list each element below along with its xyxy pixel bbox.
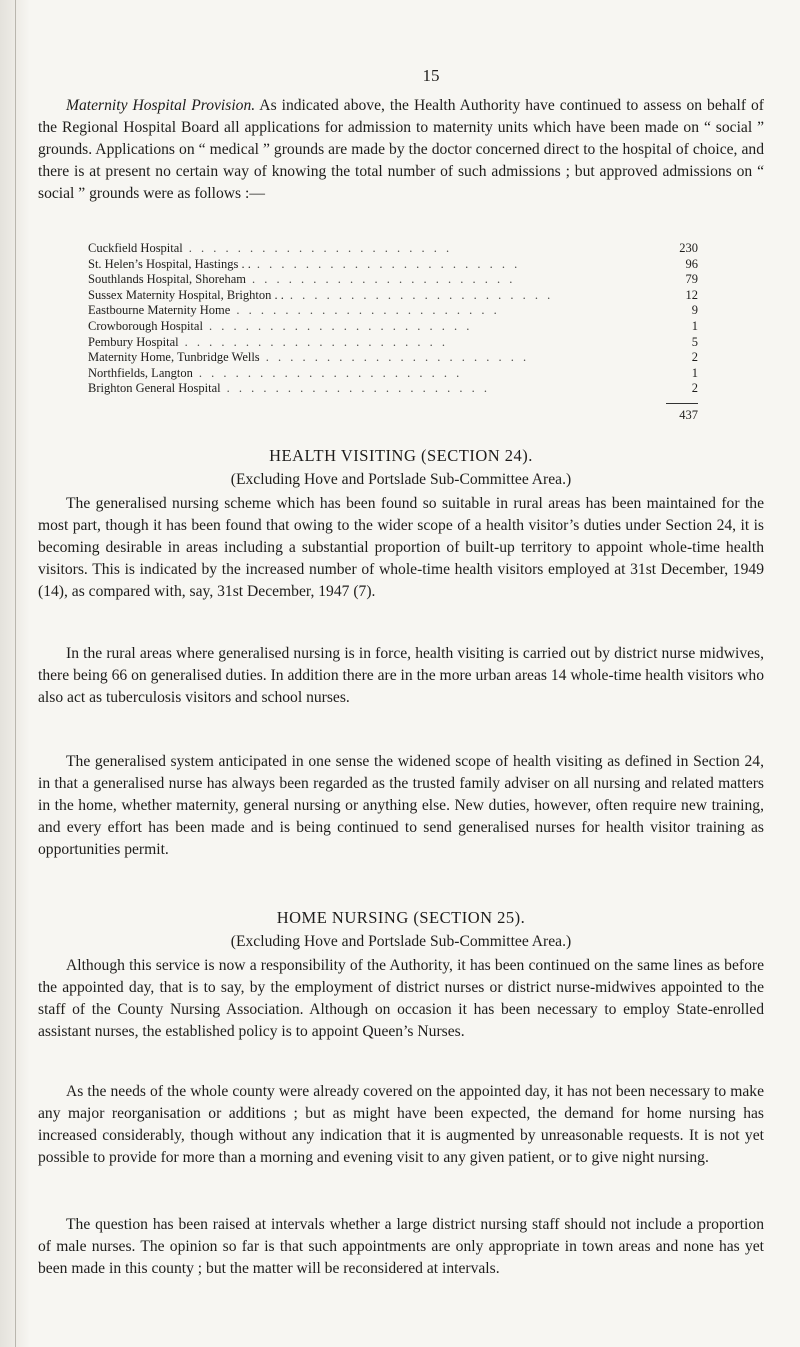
hospital-row bbox=[88, 303, 698, 319]
hospital-name: Southlands Hospital, Shoreham bbox=[88, 272, 246, 287]
health-visiting-subheading: (Excluding Hove and Portslade Sub-Committee Area.) bbox=[230, 471, 572, 488]
admission-count: 2 bbox=[691, 381, 698, 396]
hospital-name: Maternity Home, Tunbridge Wells bbox=[88, 350, 260, 365]
maternity-admissions-table bbox=[88, 241, 698, 397]
hospital-row bbox=[88, 319, 698, 335]
admission-count: 5 bbox=[691, 334, 698, 349]
hospital-row bbox=[88, 366, 698, 382]
leader-dots: . . . . . . . . . . . . . . . . . . . . . . bbox=[198, 365, 463, 380]
hospital-name: Cuckfield Hospital bbox=[88, 241, 183, 255]
health-visiting-paragraph-1: The generalised nursing scheme which has been found so suitable in rural areas has been maintained for the most part, though it has been found that owing to the wider scope of a health visitor’s duties under Section 24, it is becoming desirable in areas including a substantial proportion of built-up territory to appoint whole-time health visitors. This is indicated by the increased number of whole-time health visitors employed at 31st December, 1949 (14), as compared with, say, 31st December, 1947 (7). bbox=[38, 495, 764, 600]
maternity-lead: Maternity Hospital Provision. bbox=[66, 97, 256, 114]
leader-dots: . . . . . . . . . . . . . . . . . . . . . . bbox=[256, 256, 521, 271]
home-nursing-heading: HOME NURSING (SECTION 25). bbox=[276, 908, 526, 927]
admission-count: 79 bbox=[685, 272, 698, 287]
home-nursing-paragraph-1: Although this service is now a responsibility of the Authority, it has been continued on the same lines as before the appointed day, that is to say, by the employment of district nurses or district nurse-midwives appointed to the staff of the County Nursing Association. Although on occasion it has been necessary to employ State-enrolled assistant nurses, the established policy is to appoint Queen’s Nurses. bbox=[38, 957, 764, 1040]
home-nursing-paragraph-2: As the needs of the whole county were already covered on the appointed day, it has not been necessary to make any major reorganisation or additions ; but as might have been expected, the demand for home nursing has increased considerably, though without any indication that it is augmented by unreasonable requests. It is not yet possible to provide for more than a morning and evening visit to any given patient, or to give night nursing. bbox=[38, 1083, 764, 1166]
hospital-row bbox=[88, 257, 698, 273]
leader-dots: . . . . . . . . . . . . . . . . . . . . . . bbox=[236, 303, 500, 318]
maternity-paragraph bbox=[38, 95, 764, 205]
hospital-name: Pembury Hospital bbox=[88, 334, 179, 349]
admission-count: 1 bbox=[691, 365, 698, 380]
leader-dots: . . . . . . . . . . . . . . . . . . . . . . bbox=[289, 287, 554, 302]
admission-count: 230 bbox=[679, 241, 698, 255]
health-visiting-heading: HEALTH VISITING (SECTION 24). bbox=[269, 446, 533, 465]
home-nursing-subheading: (Excluding Hove and Portslade Sub-Committee Area.) bbox=[230, 933, 572, 950]
leader-dots: . . . . . . . . . . . . . . . . . . . . . . bbox=[208, 318, 473, 333]
hospital-row bbox=[88, 381, 698, 397]
leader-dots: . . . . . . . . . . . . . . . . . . . . . . bbox=[226, 381, 490, 396]
hospital-name: Sussex Maternity Hospital, Brighton . . bbox=[88, 287, 284, 302]
maternity-text: As indicated above, the Health Authority have continued to assess on behalf of the Regional Hospital Board all applications for admission to maternity units which have been made on “ social ” grounds. Applications on “ medical ” grounds are made by the doctor concerned direct to the hospital of choice, and there is at present no certain way of knowing the total number of such admissions ; but approved admissions on “ social ” grounds were as follows :— bbox=[38, 97, 765, 202]
admission-count: 12 bbox=[685, 287, 698, 302]
admissions-total: 437 bbox=[679, 408, 698, 422]
hospital-name: Brighton General Hospital bbox=[88, 381, 221, 396]
total-rule bbox=[666, 403, 698, 404]
hospital-name: St. Helen’s Hospital, Hastings . . bbox=[88, 256, 251, 271]
hospital-name: Eastbourne Maternity Home bbox=[88, 303, 231, 318]
leader-dots: . . . . . . . . . . . . . . . . . . . . . . bbox=[188, 241, 453, 255]
hospital-row bbox=[88, 241, 698, 257]
health-visiting-paragraph-2: In the rural areas where generalised nursing is in force, health visiting is carried out by district nurse midwives, there being 66 on generalised duties. In addition there are in the more urban areas 14 whole-time health visitors who also act as tuberculosis visitors and school nurses. bbox=[38, 645, 764, 706]
page-number: 15 bbox=[422, 66, 440, 85]
home-nursing-paragraph-3: The question has been raised at intervals whether a large district nursing staff should not include a proportion of male nurses. The opinion so far is that such appointments are only appropriate in town areas and none has yet been made in this county ; but the matter will be reconsidered at intervals. bbox=[38, 1216, 764, 1277]
hospital-row bbox=[88, 288, 698, 304]
hospital-name: Northfields, Langton bbox=[88, 365, 193, 380]
hospital-row bbox=[88, 350, 698, 366]
hospital-row bbox=[88, 272, 698, 288]
hospital-name: Crowborough Hospital bbox=[88, 318, 203, 333]
leader-dots: . . . . . . . . . . . . . . . . . . . . . . bbox=[265, 350, 530, 365]
health-visiting-paragraph-3: The generalised system anticipated in one sense the widened scope of health visiting as defined in Section 24, in that a generalised nurse has always been regarded as the trusted family adviser on all nursing and related matters in the home, whether maternity, general nursing or anything else. New duties, however, often require new training, and every effort has been made and is being continued to send generalised nurses for health visitor training as opportunities permit. bbox=[38, 753, 764, 858]
admission-count: 2 bbox=[691, 350, 698, 365]
maternity-intro bbox=[38, 95, 764, 205]
leader-dots: . . . . . . . . . . . . . . . . . . . . . . bbox=[251, 272, 516, 287]
leader-dots: . . . . . . . . . . . . . . . . . . . . . . bbox=[184, 334, 448, 349]
admission-count: 96 bbox=[685, 256, 698, 271]
admission-count: 1 bbox=[691, 318, 698, 333]
hospital-row bbox=[88, 335, 698, 351]
binding-edge bbox=[15, 0, 16, 1347]
admission-count: 9 bbox=[691, 303, 698, 318]
